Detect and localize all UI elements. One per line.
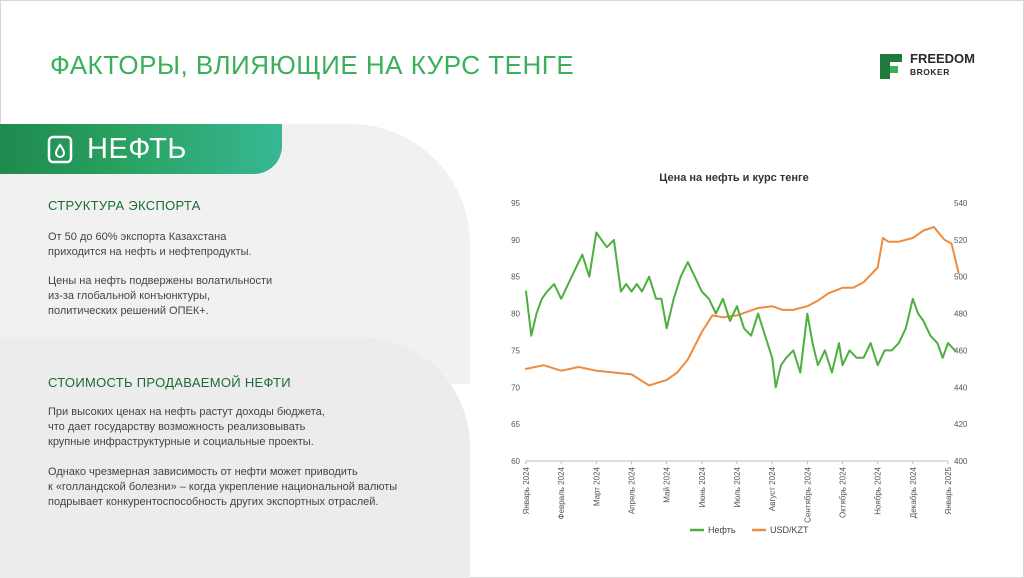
y-right-tick-label: 520 (954, 235, 968, 245)
x-tick-label: Май 2024 (662, 467, 672, 503)
y-left-tick-label: 60 (511, 457, 520, 466)
export-paragraph-2: Цены на нефть подвержены волатильности из-за глобальной конъюнктуры, политических решений ОПЕК+. (48, 275, 273, 317)
section-title-oil-value: СТОИМОСТЬ ПРОДАВАЕМОЙ НЕФТИ (48, 375, 291, 390)
oil-price-line (526, 233, 955, 388)
section-title-export: СТРУКТУРА ЭКСПОРТА (48, 198, 201, 213)
legend-label-usd: USD/KZT (770, 525, 809, 535)
x-tick-label: Сентябрь 2024 (803, 467, 813, 523)
oil-value-paragraph-1: При высоких ценах на нефть растут доходы бюджета, что дает государству возможность реализовывать крупные инфраструктурные и социальные проекты. (48, 406, 325, 448)
y-right-tick-label: 440 (954, 383, 968, 393)
x-tick-label: Октябрь 2024 (838, 467, 848, 519)
logo-line2: BROKER (910, 67, 950, 77)
banner-label: НЕФТЬ (87, 133, 187, 165)
oil-value-paragraph-2: Однако чрезмерная зависимость от нефти может приводить к «голландской болезни» – когда укрепление национальной валюты подрывает конкурентоспособность других экспортных отраслей. (48, 466, 398, 508)
chart-title: Цена на нефть и курс тенге (659, 172, 809, 184)
x-tick-label: Июль 2024 (733, 467, 742, 508)
x-tick-label: Июнь 2024 (697, 467, 707, 508)
legend-label-oil: Нефть (708, 525, 736, 535)
freedom-broker-logo (878, 50, 988, 82)
jerrycan-icon (47, 134, 73, 164)
y-right-tick-label: 420 (954, 420, 968, 430)
x-tick-label: Январь 2024 (522, 467, 531, 515)
y-right-tick-label: 540 (954, 199, 968, 208)
left-panel-bottom (0, 337, 470, 578)
y-left-tick-label: 95 (511, 199, 520, 208)
y-left-tick-label: 90 (511, 235, 520, 245)
oil-vs-tenge-chart (490, 190, 990, 550)
x-tick-label: Март 2024 (592, 467, 602, 507)
y-left-tick-label: 65 (511, 420, 520, 430)
y-left-tick-label: 75 (511, 346, 520, 356)
x-tick-label: Ноябрь 2024 (873, 467, 883, 515)
y-left-tick-label: 80 (511, 309, 520, 319)
y-right-tick-label: 480 (954, 309, 968, 319)
y-left-tick-label: 70 (511, 383, 520, 393)
x-tick-label: Февраль 2024 (557, 467, 567, 520)
x-tick-label: Декабрь 2024 (908, 467, 918, 519)
logo-line1: FREEDOM (910, 51, 975, 66)
y-left-tick-label: 85 (511, 272, 520, 282)
usd-kzt-line (526, 227, 959, 385)
x-tick-label: Август 2024 (768, 467, 778, 512)
y-right-tick-label: 500 (954, 272, 968, 282)
x-tick-label: Апрель 2024 (627, 467, 637, 515)
export-paragraph-1: От 50 до 60% экспорта Казахстана приходится на нефть и нефтепродукты. (48, 231, 252, 258)
y-right-tick-label: 400 (954, 457, 968, 466)
y-right-tick-label: 460 (954, 346, 968, 356)
page-title: ФАКТОРЫ, ВЛИЯЮЩИЕ НА КУРС ТЕНГЕ (50, 50, 575, 80)
logo-mark-icon (878, 52, 904, 80)
x-tick-label: Январь 2025 (944, 467, 953, 515)
